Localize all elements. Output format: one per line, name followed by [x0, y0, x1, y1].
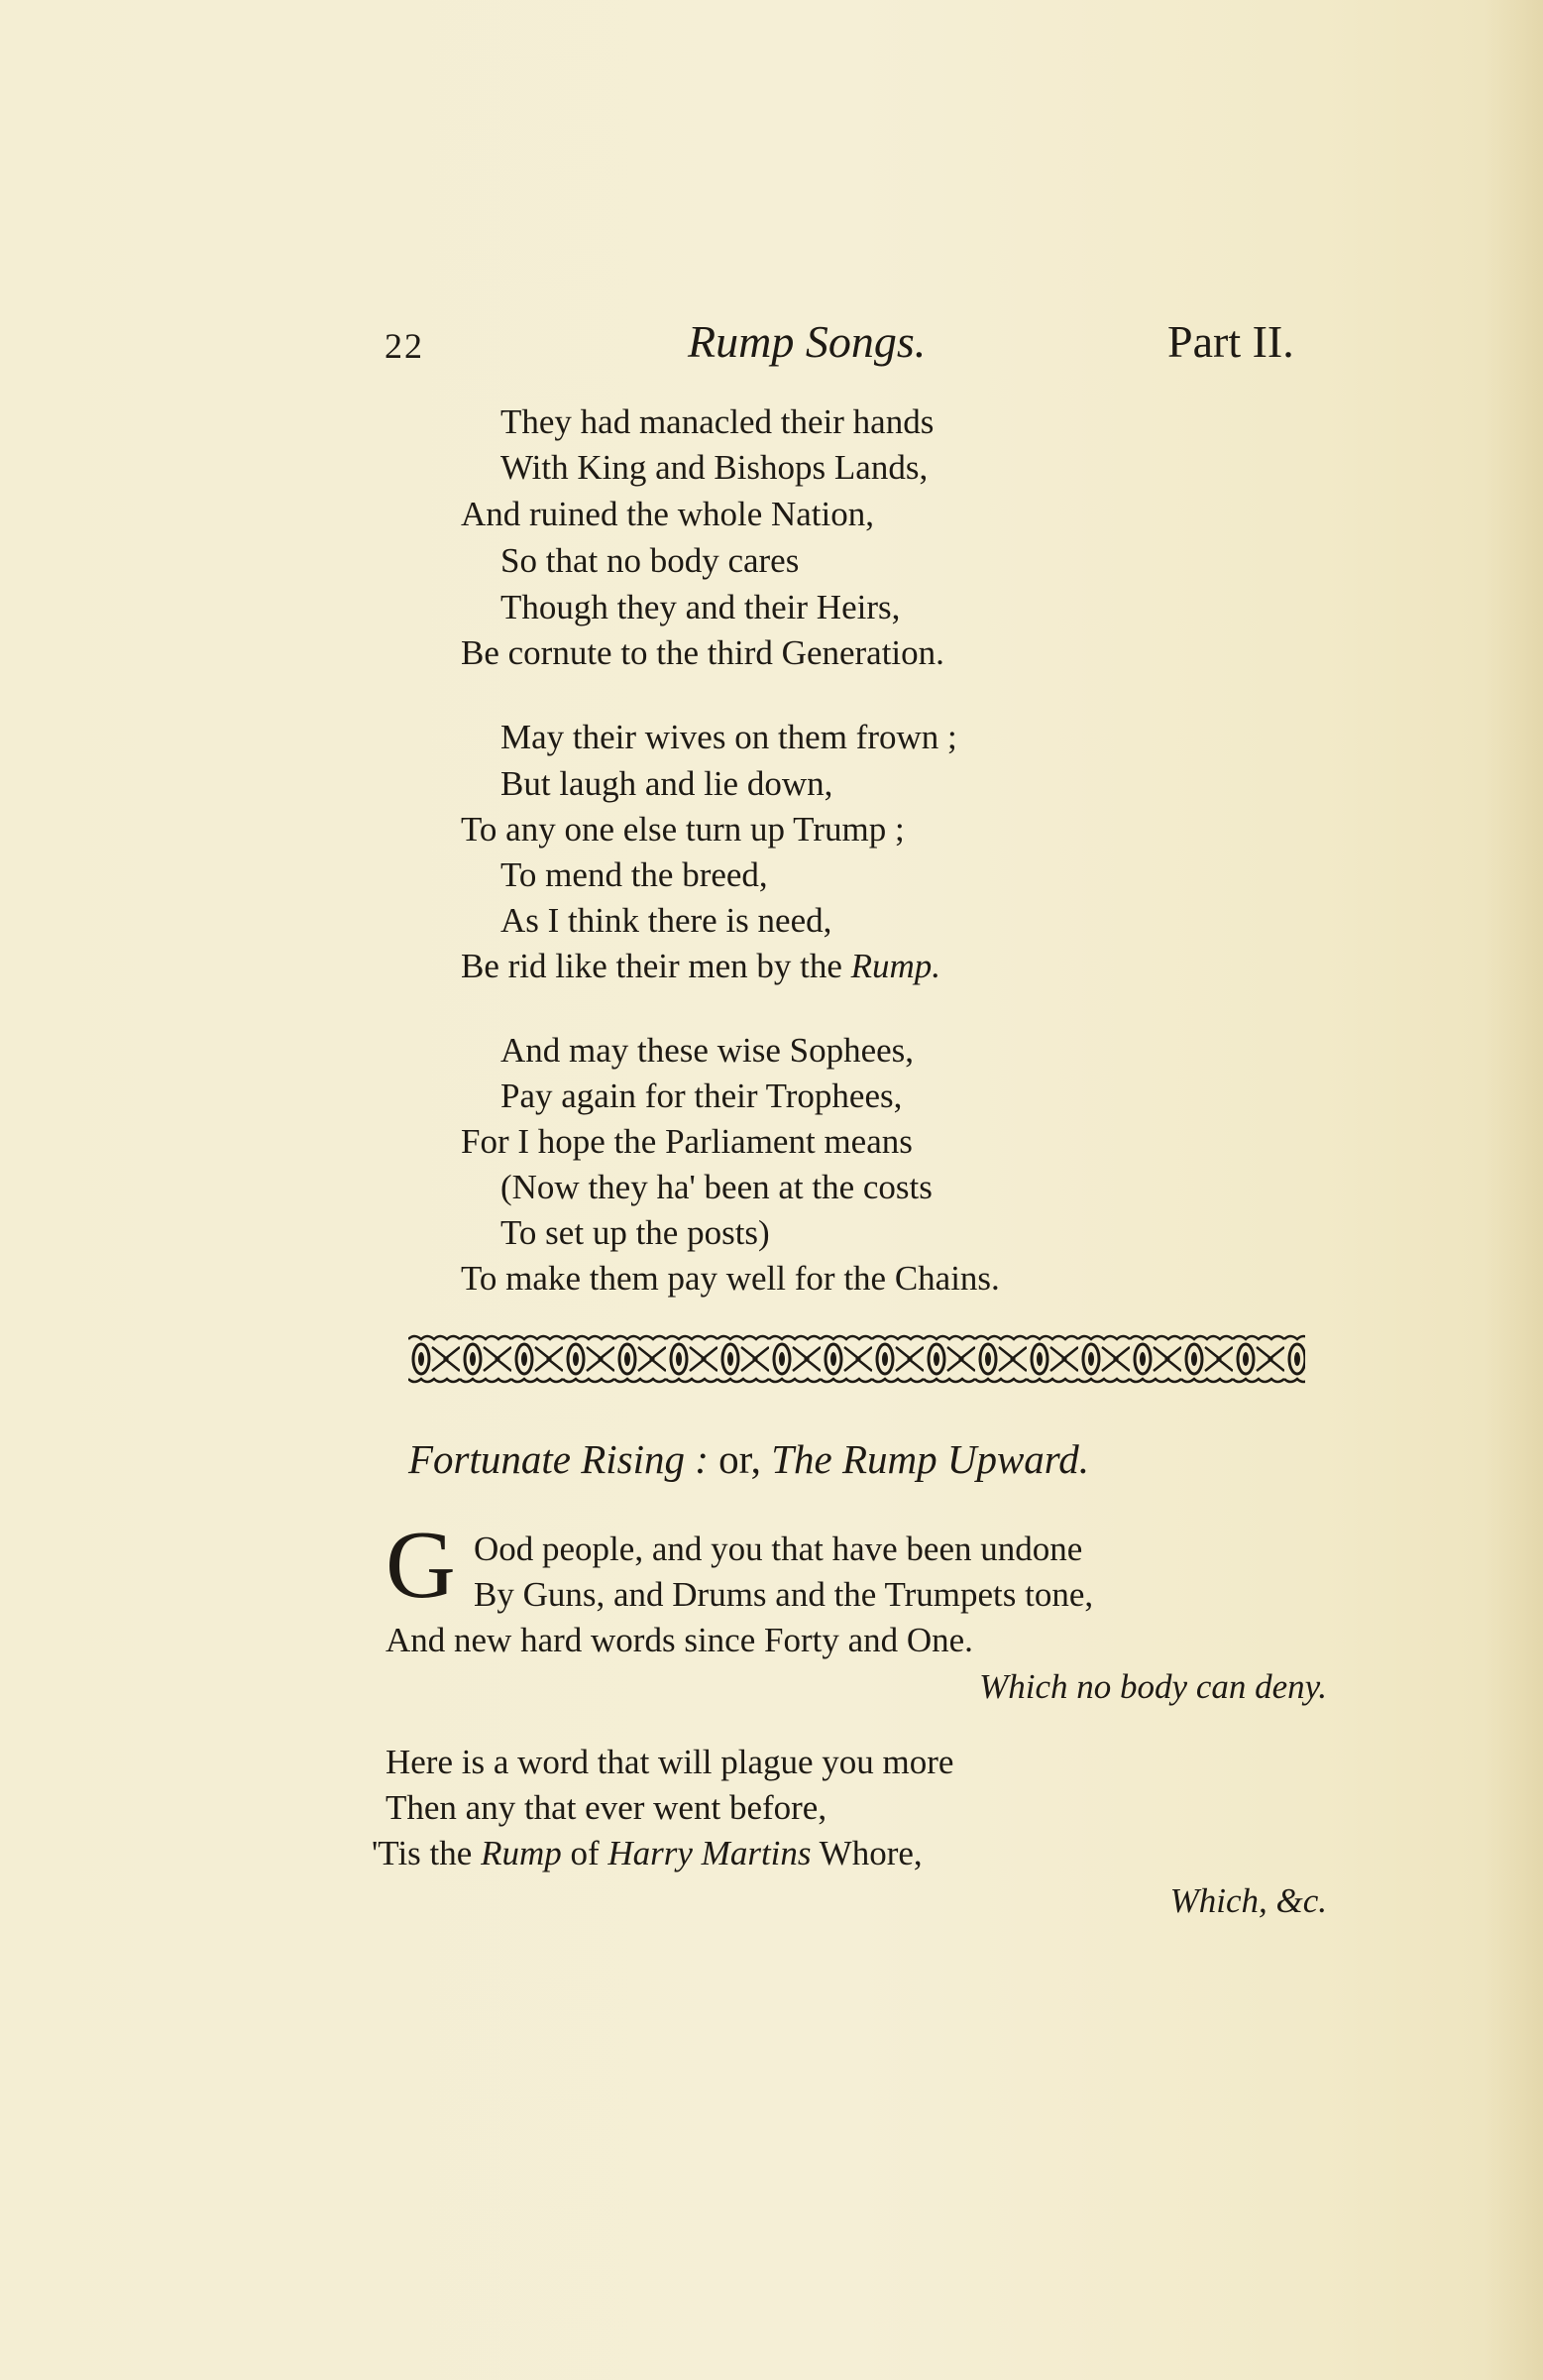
- italic-word: Rump: [481, 1834, 562, 1872]
- running-title: Rump Songs.: [688, 316, 927, 367]
- verse-line: So that no body cares: [500, 541, 800, 580]
- verse-line: With King and Bishops Lands,: [500, 448, 929, 487]
- verse-text: Be rid like their men by the: [461, 947, 842, 985]
- verse-line: Be cornute to the third Generation.: [461, 633, 944, 672]
- verse-line: Pay again for their Trophees,: [500, 1077, 903, 1115]
- verse-line: And new hard words since Forty and One.: [386, 1621, 973, 1659]
- verse-line: To any one else turn up Trump ;: [461, 810, 905, 849]
- page-number: 22: [385, 326, 424, 366]
- verse-line: Here is a word that will plague you more: [386, 1743, 954, 1781]
- title-or: or,: [718, 1436, 761, 1482]
- page-header: [0, 315, 1543, 375]
- italic-word: Rump.: [850, 947, 941, 985]
- verse-line: Though they and their Heirs,: [500, 588, 901, 626]
- verse-line: Ood people, and you that have been undone: [474, 1530, 1083, 1568]
- verse-line: Then any that ever went before,: [386, 1788, 827, 1827]
- verse-line: And ruined the whole Nation,: [461, 495, 874, 533]
- title-part-2: The Rump Upward.: [771, 1436, 1089, 1482]
- verse-line: To set up the posts): [500, 1213, 770, 1252]
- drop-cap: G: [386, 1512, 456, 1619]
- refrain: Which no body can deny.: [979, 1667, 1327, 1706]
- italic-name: Harry Martins: [607, 1834, 812, 1872]
- verse-line: (Now they ha' been at the costs: [500, 1168, 933, 1206]
- title-part-1: Fortunate Rising :: [408, 1436, 709, 1482]
- verse-line: [461, 949, 940, 983]
- verse-text: of: [570, 1834, 600, 1872]
- verse-line: But laugh and lie down,: [500, 764, 833, 803]
- refrain: Which, &c.: [1169, 1881, 1327, 1920]
- verse-text: 'Tis the: [372, 1834, 473, 1872]
- verse-line: By Guns, and Drums and the Trumpets tone,: [474, 1575, 1094, 1614]
- verse-text: Whore,: [819, 1834, 923, 1872]
- verse-line: As I think there is need,: [500, 901, 832, 940]
- part-label: Part II.: [1167, 316, 1294, 367]
- verse-line: To make them pay well for the Chains.: [461, 1259, 1000, 1298]
- verse-line: To mend the breed,: [500, 855, 768, 894]
- song-title: [408, 1435, 1089, 1483]
- verse-line: And may these wise Sophees,: [500, 1031, 915, 1070]
- verse-line: For I hope the Parliament means: [461, 1122, 913, 1161]
- verse-line: They had manacled their hands: [500, 402, 935, 441]
- verse-line: [372, 1836, 923, 1870]
- verse-line: May their wives on them frown ;: [500, 718, 957, 756]
- decorative-border: [408, 1333, 1305, 1385]
